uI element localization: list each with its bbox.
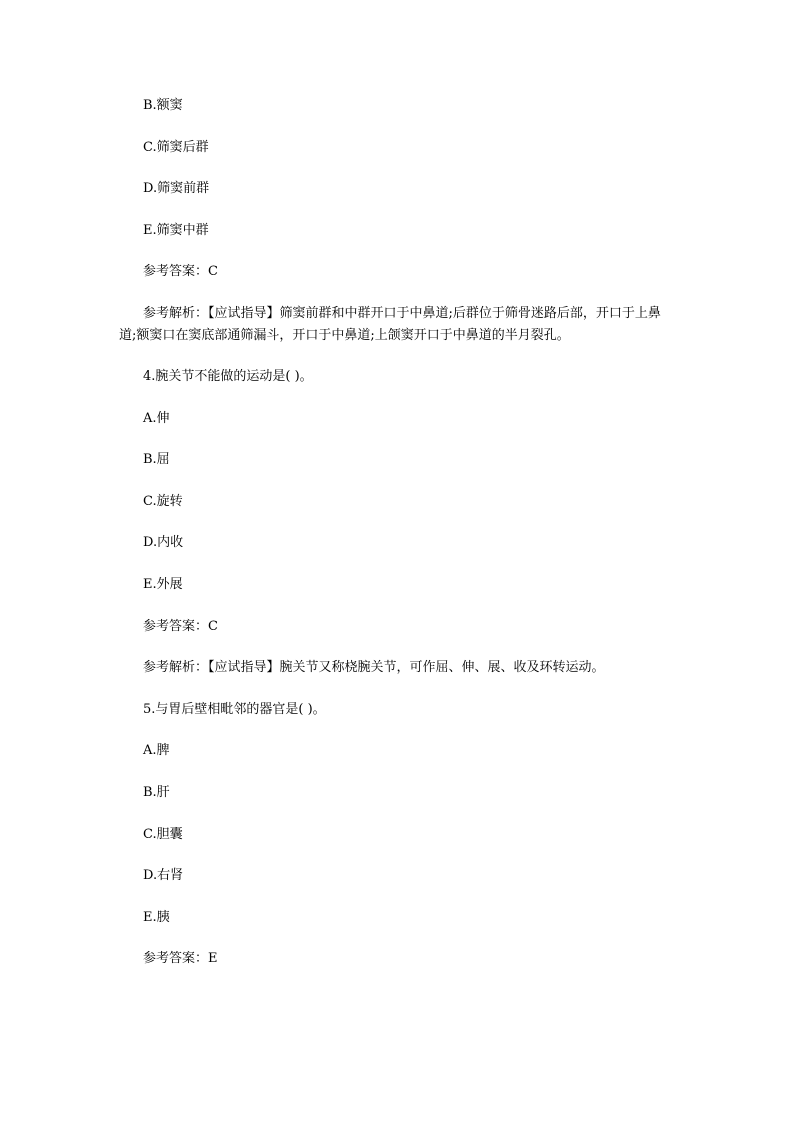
q5-option-a: A.脾 <box>143 743 170 758</box>
q3-option-c: C.筛窦后群 <box>143 140 209 155</box>
q3-option-b: B.额窦 <box>143 98 183 113</box>
q3-answer: 参考答案：C <box>143 264 218 279</box>
q5-answer: 参考答案：E <box>143 951 218 966</box>
q4-option-b: B.屈 <box>143 452 170 467</box>
q4-option-d: D.内收 <box>143 535 184 550</box>
q3-analysis: 参考解析：【应试指导】筛窦前群和中群开口于中鼻道;后群位于筛骨迷路后部，开口于上鼻道;额窦口在窦底部通筛漏斗，开口于中鼻道;上颌窦开口于中鼻道的半月裂孔。 <box>119 306 661 343</box>
q4-option-e: E.外展 <box>143 577 183 592</box>
q4-analysis: 参考解析：【应试指导】腕关节又称桡腕关节，可作屈、伸、展、收及环转运动。 <box>143 660 605 675</box>
q3-option-e: E.筛窦中群 <box>143 223 209 238</box>
q4-option-a: A.伸 <box>143 411 170 426</box>
q5-option-e: E.胰 <box>143 910 170 925</box>
q5-option-d: D.右肾 <box>143 868 184 883</box>
q4-option-c: C.旋转 <box>143 494 183 509</box>
q3-option-d: D.筛窦前群 <box>143 181 210 196</box>
q4-answer: 参考答案：C <box>143 619 218 634</box>
q5-question: 5.与胃后壁相毗邻的器官是( )。 <box>143 702 326 717</box>
q5-option-b: B.肝 <box>143 785 170 800</box>
q4-question: 4.腕关节不能做的运动是( )。 <box>143 369 313 384</box>
q5-option-c: C.胆囊 <box>143 827 183 842</box>
